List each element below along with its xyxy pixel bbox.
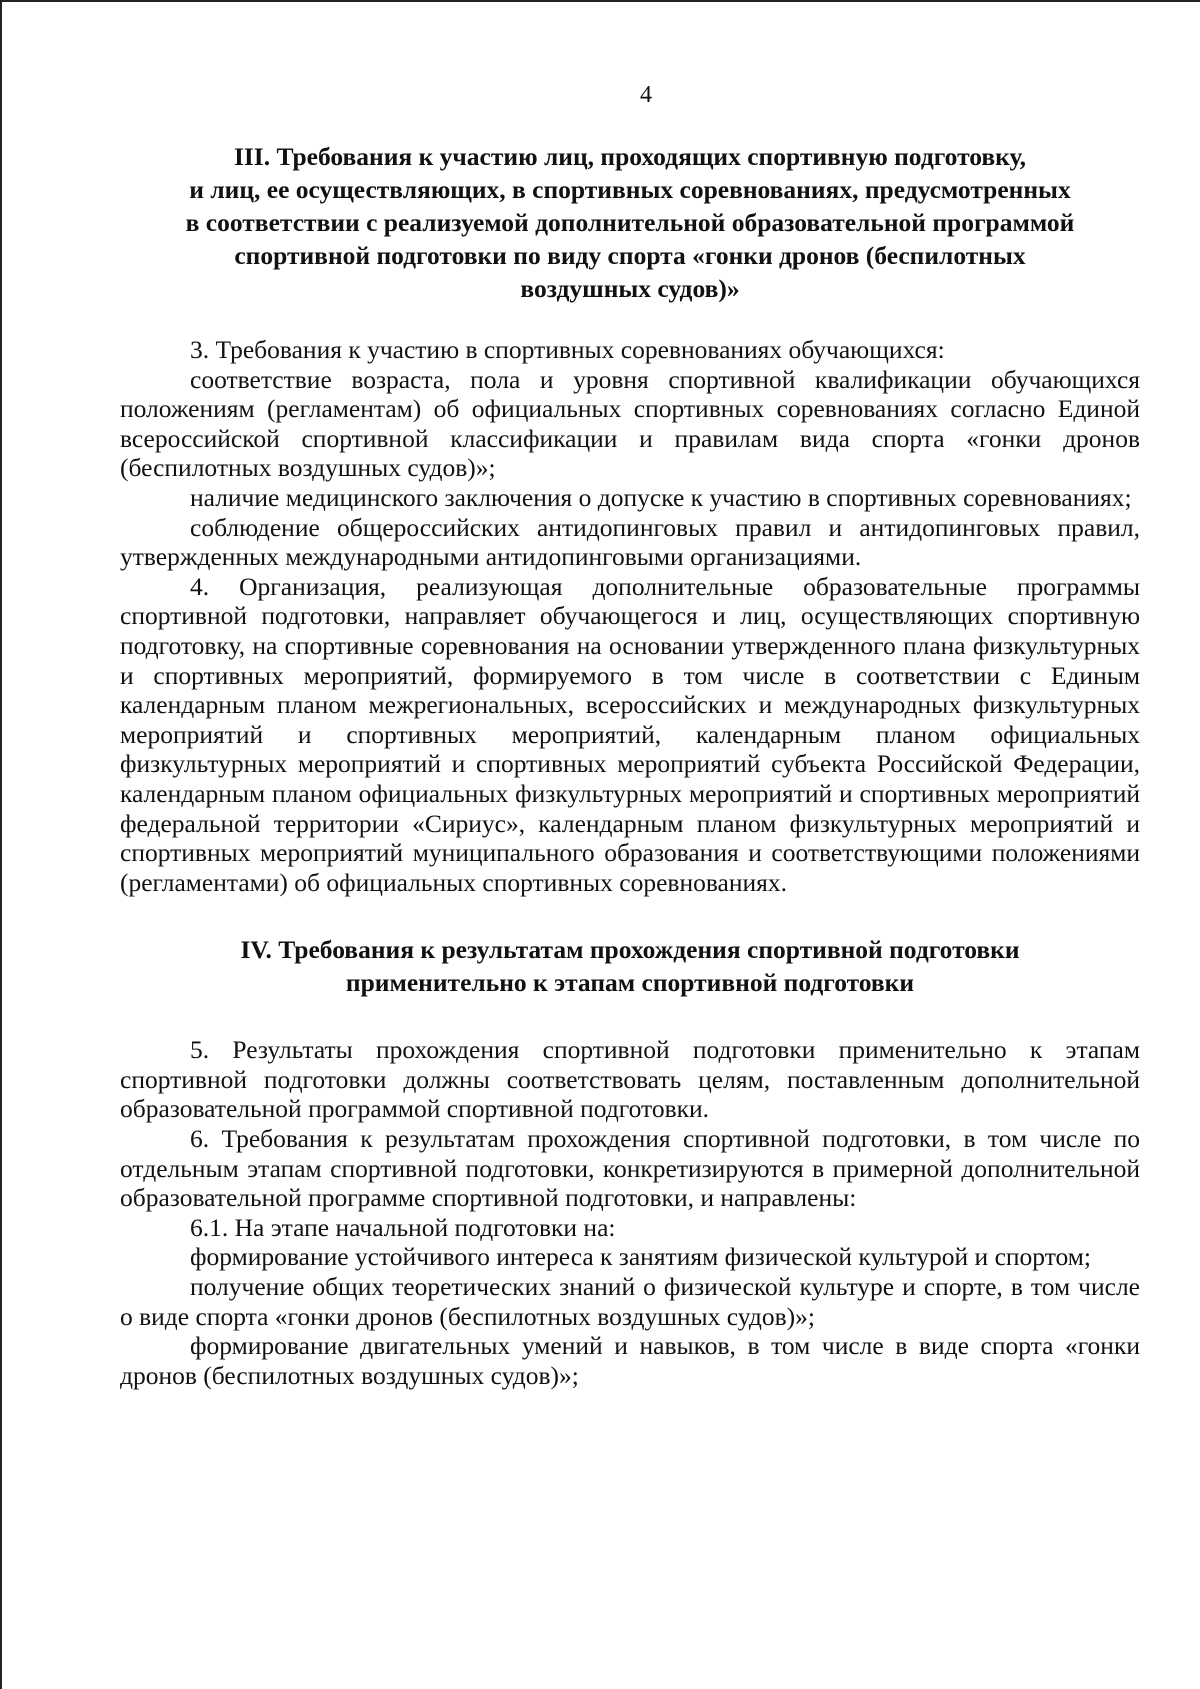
heading-line: спортивной подготовки по виду спорта «гонки дронов (беспилотных <box>234 241 1026 270</box>
paragraph-6-1-item-1: формирование устойчивого интереса к занятиям физической культурой и спортом; <box>190 1242 1091 1272</box>
paragraph-6-1-item-3: формирование двигательных умений и навыков, в том числе в виде спорта «гонки дронов (беспилотных воздушных судов)»; <box>120 1331 1140 1390</box>
paragraph-6-1: 6.1. На этапе начальной подготовки на: <box>190 1212 616 1242</box>
heading-line: в соответствии с реализуемой дополнительной образовательной программой <box>185 208 1075 237</box>
page-content <box>120 80 1140 1390</box>
paragraph-3-item-3: соблюдение общероссийских антидопинговых правил и антидопинговых правил, утвержденных международными антидопинговыми организациями. <box>120 512 1140 572</box>
paragraph-3-item-1: соответствие возраста, пола и уровня спортивной квалификации обучающихся положениям (регламентам) об официальных спортивных соревнованиях согласно Единой всероссийской спортивной классификации и правилам вида спорта «гонки дронов (беспилотных воздушных судов)»; <box>120 364 1140 483</box>
page-number: 4 <box>640 82 652 108</box>
heading-line: IV. Требования к результатам прохождения спортивной подготовки <box>240 935 1020 965</box>
section-4-heading <box>120 933 1140 999</box>
paragraph-5: 5. Результаты прохождения спортивной подготовки применительно к этапам спортивной подготовки должны соответствовать целям, поставленным дополнительной образовательной программой спортивной подготовки. <box>120 1035 1140 1124</box>
paragraph-4: 4. Организация, реализующая дополнительные образовательные программы спортивной подготовки, направляет обучающегося и лиц, осуществляющих спортивную подготовку, на спортивные соревнования на основании утвержденного плана физкультурных и спортивных мероприятий, формируемого в том числе в соответствии с Единым календарным планом межрегиональных, всероссийских и международных физкультурных мероприятий и спортивных мероприятий, календарным планом официальных физкультурных мероприятий и спортивных мероприятий субъекта Российской Федерации, календарным планом официальных физкультурных мероприятий и спортивных мероприятий федеральной территории «Сириус», календарным планом физкультурных мероприятий и спортивных мероприятий муниципального образования и соответствующими положениями (регламентами) об официальных спортивных соревнованиях. <box>120 571 1140 897</box>
paragraph-6: 6. Требования к результатам прохождения спортивной подготовки, в том числе по отдельным этапам спортивной подготовки, конкретизируются в примерной дополнительной образовательной программе спортивной подготовки, и направлены: <box>120 1124 1140 1213</box>
section-3-heading <box>120 140 1140 305</box>
heading-line: применительно к этапам спортивной подготовки <box>345 968 915 998</box>
heading-line: III. Требования к участию лиц, проходящих спортивную подготовку, <box>233 142 1027 171</box>
paragraph-3-item-2: наличие медицинского заключения о допуске к участию в спортивных соревнованиях; <box>190 482 1132 512</box>
heading-line: воздушных судов)» <box>520 274 740 303</box>
paragraph-3: 3. Требования к участию в спортивных соревнованиях обучающихся: <box>190 335 945 364</box>
paragraph-6-1-item-2: получение общих теоретических знаний о физической культуре и спорте, в том числе о виде спорта «гонки дронов (беспилотных воздушных судов)»; <box>120 1272 1140 1331</box>
heading-line: и лиц, ее осуществляющих, в спортивных соревнованиях, предусмотренных <box>189 175 1071 204</box>
